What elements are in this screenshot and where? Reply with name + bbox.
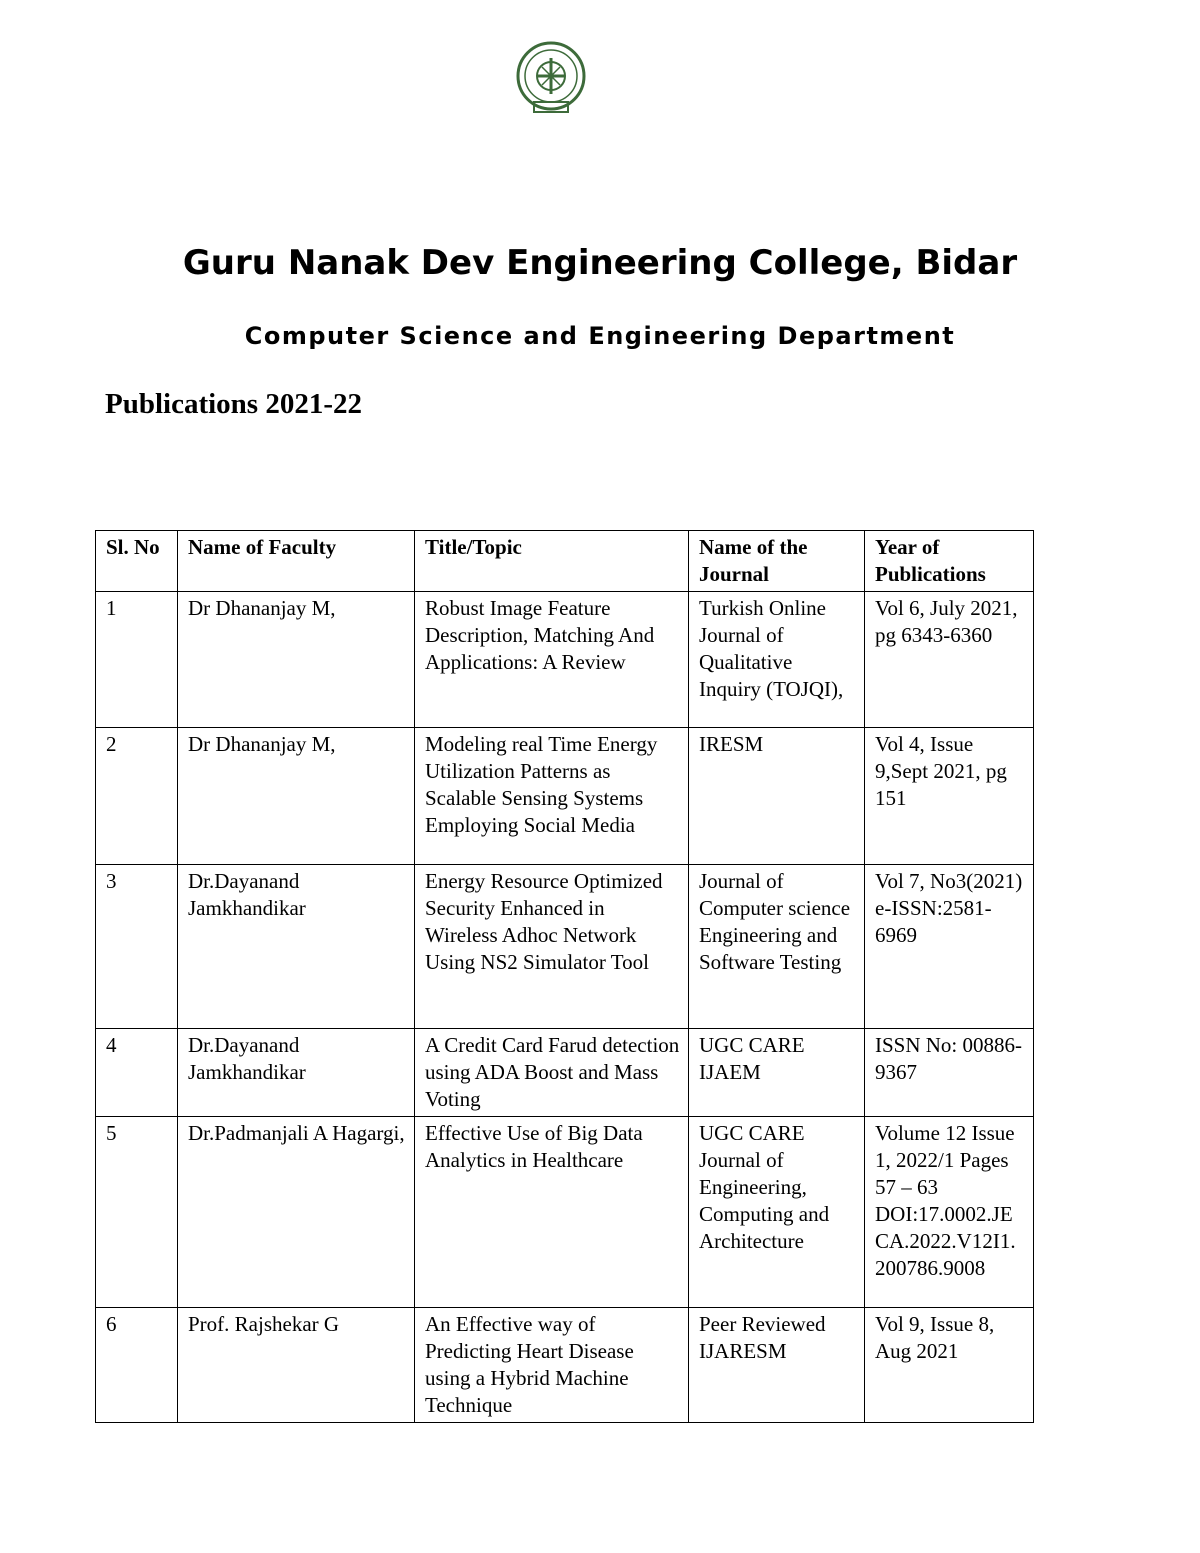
- cell-sl-no: 5: [96, 1117, 178, 1308]
- cell-title: Energy Resource Optimized Security Enhanced in Wireless Adhoc Network Using NS2 Simulator Tool: [415, 865, 689, 1029]
- cell-journal: IRESM: [689, 728, 865, 865]
- cell-sl-no: 3: [96, 865, 178, 1029]
- cell-faculty: Dr Dhananjay M,: [178, 728, 415, 865]
- table-row: [96, 865, 1034, 1029]
- cell-sl-no: 2: [96, 728, 178, 865]
- table-row: [96, 592, 1034, 728]
- cell-year: Vol 4, Issue 9,Sept 2021, pg 151: [865, 728, 1034, 865]
- cell-journal: UGC CARE Journal of Engineering, Computing and Architecture: [689, 1117, 865, 1308]
- cell-faculty: Dr.Dayanand Jamkhandikar: [178, 865, 415, 1029]
- cell-title: A Credit Card Farud detection using ADA Boost and Mass Voting: [415, 1029, 689, 1117]
- college-logo-emblem: [512, 40, 590, 118]
- cell-faculty: Dr.Padmanjali A Hagargi,: [178, 1117, 415, 1308]
- header-title: Title/Topic: [415, 531, 689, 592]
- cell-faculty: Dr Dhananjay M,: [178, 592, 415, 728]
- cell-year: ISSN No: 00886-9367: [865, 1029, 1034, 1117]
- header-journal: Name of the Journal: [689, 531, 865, 592]
- cell-sl-no: 1: [96, 592, 178, 728]
- publications-table: [95, 530, 1034, 1423]
- cell-faculty: Prof. Rajshekar G: [178, 1308, 415, 1423]
- table-row: [96, 1029, 1034, 1117]
- table-header-row: [96, 531, 1034, 592]
- header-sl-no: Sl. No: [96, 531, 178, 592]
- cell-journal: Journal of Computer science Engineering and Software Testing: [689, 865, 865, 1029]
- header-faculty: Name of Faculty: [178, 531, 415, 592]
- cell-year: Volume 12 Issue 1, 2022/1 Pages 57 – 63 DOI:17.0002.JECA.2022.V12I1.200786.9008: [865, 1117, 1034, 1308]
- section-title: Publications 2021-22: [105, 388, 362, 420]
- cell-title: Robust Image Feature Description, Matching And Applications: A Review: [415, 592, 689, 728]
- table-row: [96, 1117, 1034, 1308]
- cell-title: An Effective way of Predicting Heart Disease using a Hybrid Machine Technique: [415, 1308, 689, 1423]
- college-name: Guru Nanak Dev Engineering College, Bidar: [182, 243, 1018, 283]
- cell-year: Vol 9, Issue 8, Aug 2021: [865, 1308, 1034, 1423]
- cell-year: Vol 6, July 2021, pg 6343-6360: [865, 592, 1034, 728]
- cell-journal: UGC CARE IJAEM: [689, 1029, 865, 1117]
- cell-title: Effective Use of Big Data Analytics in Healthcare: [415, 1117, 689, 1308]
- cell-sl-no: 4: [96, 1029, 178, 1117]
- table-row: [96, 1308, 1034, 1423]
- cell-journal: Turkish Online Journal of Qualitative Inquiry (TOJQI),: [689, 592, 865, 728]
- department-name: Computer Science and Engineering Department: [244, 322, 956, 350]
- cell-faculty: Dr.Dayanand Jamkhandikar: [178, 1029, 415, 1117]
- table-row: [96, 728, 1034, 865]
- cell-title: Modeling real Time Energy Utilization Patterns as Scalable Sensing Systems Employing Social Media: [415, 728, 689, 865]
- cell-journal: Peer Reviewed IJARESM: [689, 1308, 865, 1423]
- cell-year: Vol 7, No3(2021) e-ISSN:2581-6969: [865, 865, 1034, 1029]
- header-year: Year of Publications: [865, 531, 1034, 592]
- cell-sl-no: 6: [96, 1308, 178, 1423]
